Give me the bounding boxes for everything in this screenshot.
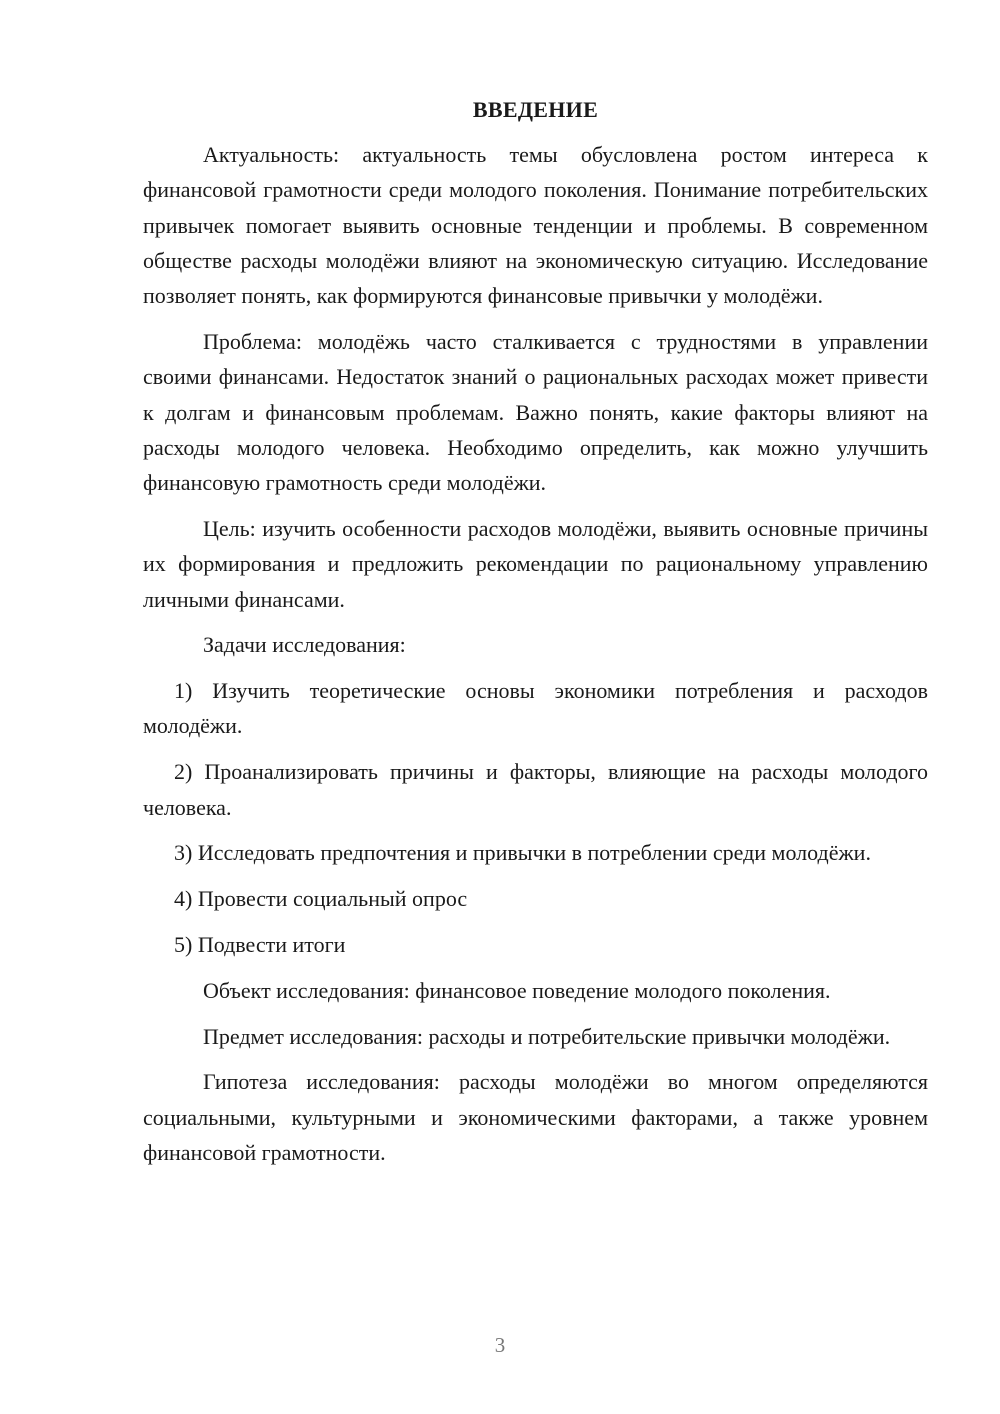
tasks-heading: Задачи исследования: (203, 632, 406, 658)
paragraph-subject: Предмет исследования: расходы и потребительские привычки молодёжи. (203, 1023, 891, 1049)
tasks-list (143, 673, 928, 962)
document-page (143, 95, 928, 1181)
paragraph-object: Объект исследования: финансовое поведение молодого поколения. (203, 977, 831, 1003)
page-title: ВВЕДЕНИЕ (472, 97, 599, 122)
paragraph-goal: Цель: изучить особенности расходов молодёжи, выявить основные причины их формирования и предложить рекомендации по рациональному управлению личными финансами. (143, 515, 928, 612)
list-item: 3) Исследовать предпочтения и привычки в потреблении среди молодёжи. (174, 840, 871, 866)
list-item: 5) Подвести итоги (174, 931, 346, 957)
paragraph-hypothesis: Гипотеза исследования: расходы молодёжи во многом определяются социальными, культурными и экономическими факторами, а также уровнем финансовой грамотности. (143, 1069, 928, 1165)
page-number: 3 (494, 1333, 506, 1357)
paragraph-problem: Проблема: молодёжь часто сталкивается с трудностями в управлении своими финансами. Недостаток знаний о рациональных расходах может привести к долгам и финансовым проблемам. Важно понять, какие факторы влияют на расходы молодого человека. Необходимо определить, как можно улучшить финансовую грамотность среди молодёжи. (143, 328, 928, 496)
list-item: 1) Изучить теоретические основы экономики потребления и расходов молодёжи. (143, 678, 928, 739)
list-item: 4) Провести социальный опрос (174, 886, 468, 912)
paragraph-relevance: Актуальность: актуальность темы обусловлена ростом интереса к финансовой грамотности среди молодого поколения. Понимание потребительских привычек помогает выявить основные тенденции и проблемы. В современном обществе расходы молодёжи влияют на экономическую ситуацию. Исследование позволяет понять, как формируются финансовые привычки у молодёжи. (143, 142, 928, 309)
list-item: 2) Проанализировать причины и факторы, влияющие на расходы молодого человека. (143, 759, 928, 820)
